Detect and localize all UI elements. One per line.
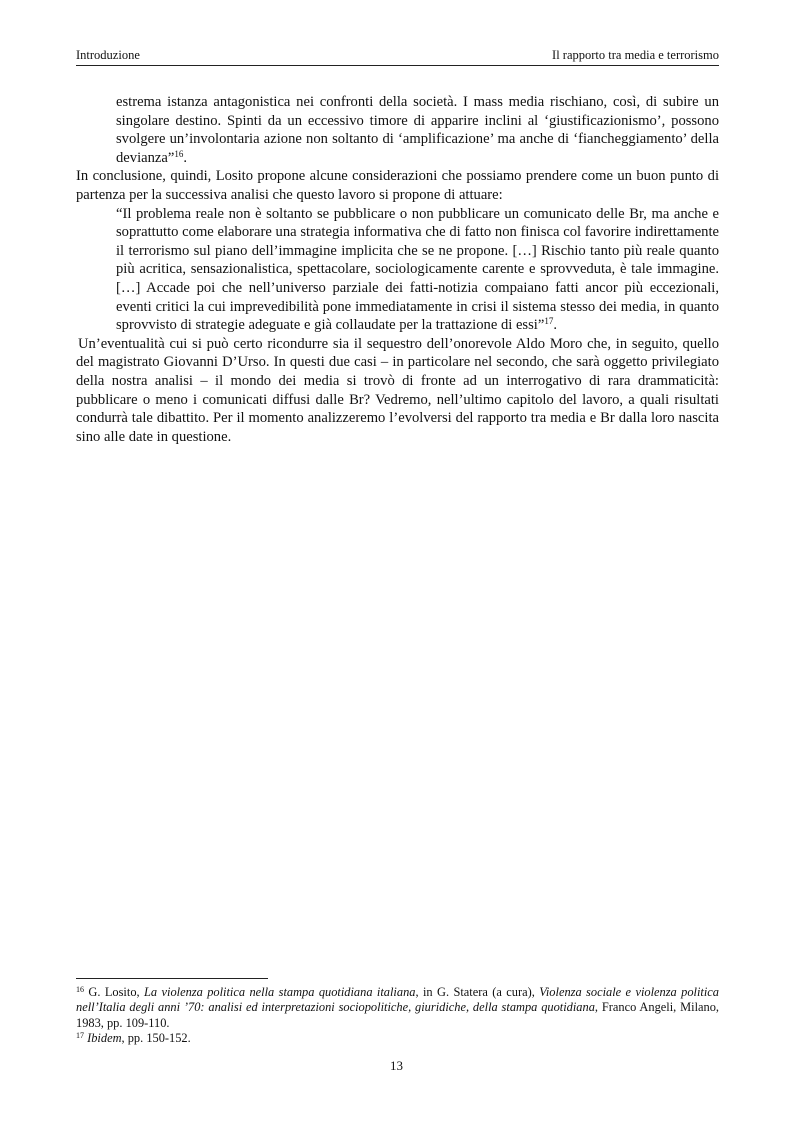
header-chapter-title: Il rapporto tra media e terrorismo bbox=[552, 48, 719, 62]
final-paragraph: Un’eventualità cui si può certo ricondurre sia il sequestro dell’onorevole Aldo Moro che, in seguito, quello del magistrato Giovanni D’Urso. In questi due casi – in particolare nel secondo, che sarà oggetto privilegiato della nostra analisi – il mondo dei media si trovò di fronte ad un interrogativo di rara drammaticità: pubblicare o meno i comunicati diffusi dalle Br? Vedremo, nell’ultimo capitolo del lavoro, a quali risultati condurrà tale dibattito. Per il momento analizzeremo l’evolversi del rapporto tra media e Br dalla loro nascita sino alle date in questione. bbox=[76, 335, 719, 445]
footnote-text: G. Losito, bbox=[84, 985, 145, 999]
header-section-title: Introduzione bbox=[76, 48, 140, 62]
quote-text: “Il problema reale non è soltanto se pubblicare o non pubblicare un comunicato delle Br, ma anche e soprattutto come elaborare una strategia informativa che di fatto non finisca col favorire indirettamente il terrorismo sul piano dell’immagine implicita che se ne propone. […] Rischio tanto più reale quanto più acritica, sensazionalistica, spettacolare, sociologicamente carente e sprovveduta, è tale immagine. […] Accade poi che nell’universo parziale dei fatti-notizia compaiano fatti ancor più eccezionali, eventi critici la cui imprevedibilità pone immediatamente in crisi il sistema stesso dei media, in quanto sprovvisto di strategie adeguate e già collaudate per la trattazione di essi” bbox=[116, 205, 719, 334]
paragraph-text: estrema istanza antagonistica nei confronti della società. I mass media rischiano, così, di subire un singolare destino. Spinti da un eccessivo timore di apparire inclini al ‘giustificazionismo’, possono svolgere un’involontaria azione non soltanto di ‘amplificazione’ ma anche di ‘fiancheggiamento’ della devianza” bbox=[116, 94, 719, 166]
header-rule bbox=[76, 65, 719, 66]
footnote-title: La violenza politica nella stampa quotidiana italiana bbox=[144, 985, 416, 999]
footnote-book-title: Violenza sociale e violenza politica nell’Italia degli anni ’70: analisi ed interpretazioni sociopolitiche, giuridiche, della stampa quotidiana bbox=[76, 985, 719, 1015]
footnote-number: 17 bbox=[76, 1031, 84, 1041]
footnote-ibidem: Ibidem bbox=[87, 1031, 122, 1046]
quote-continuation-paragraph bbox=[76, 93, 719, 167]
footnote-text: , pp. 150-152. bbox=[121, 1031, 191, 1046]
footnote-16 bbox=[76, 985, 719, 1031]
conclusion-paragraph: In conclusione, quindi, Losito propone alcune considerazioni che possiamo prendere come un buon punto di partenza per la successiva analisi che questo lavoro si propone di attuare: bbox=[76, 168, 719, 203]
running-header bbox=[76, 48, 719, 64]
footnote-text: , in G. Statera (a cura), bbox=[415, 985, 540, 999]
footnote-ref-16[interactable]: 16 bbox=[174, 148, 184, 159]
footnote-number: 16 bbox=[76, 985, 84, 994]
quote-end: . bbox=[553, 317, 557, 334]
footnote-17 bbox=[76, 1031, 719, 1046]
footnotes bbox=[76, 985, 719, 1047]
footnote-separator bbox=[76, 978, 268, 979]
block-quote bbox=[76, 205, 719, 335]
paragraph-end: . bbox=[183, 149, 187, 166]
main-text bbox=[76, 93, 719, 446]
page-number: 13 bbox=[390, 1058, 403, 1073]
footnote-ref-17[interactable]: 17 bbox=[544, 316, 554, 327]
footnote-text: , Franco Angeli, Milano, 1983, pp. 109-110. bbox=[76, 1000, 719, 1030]
